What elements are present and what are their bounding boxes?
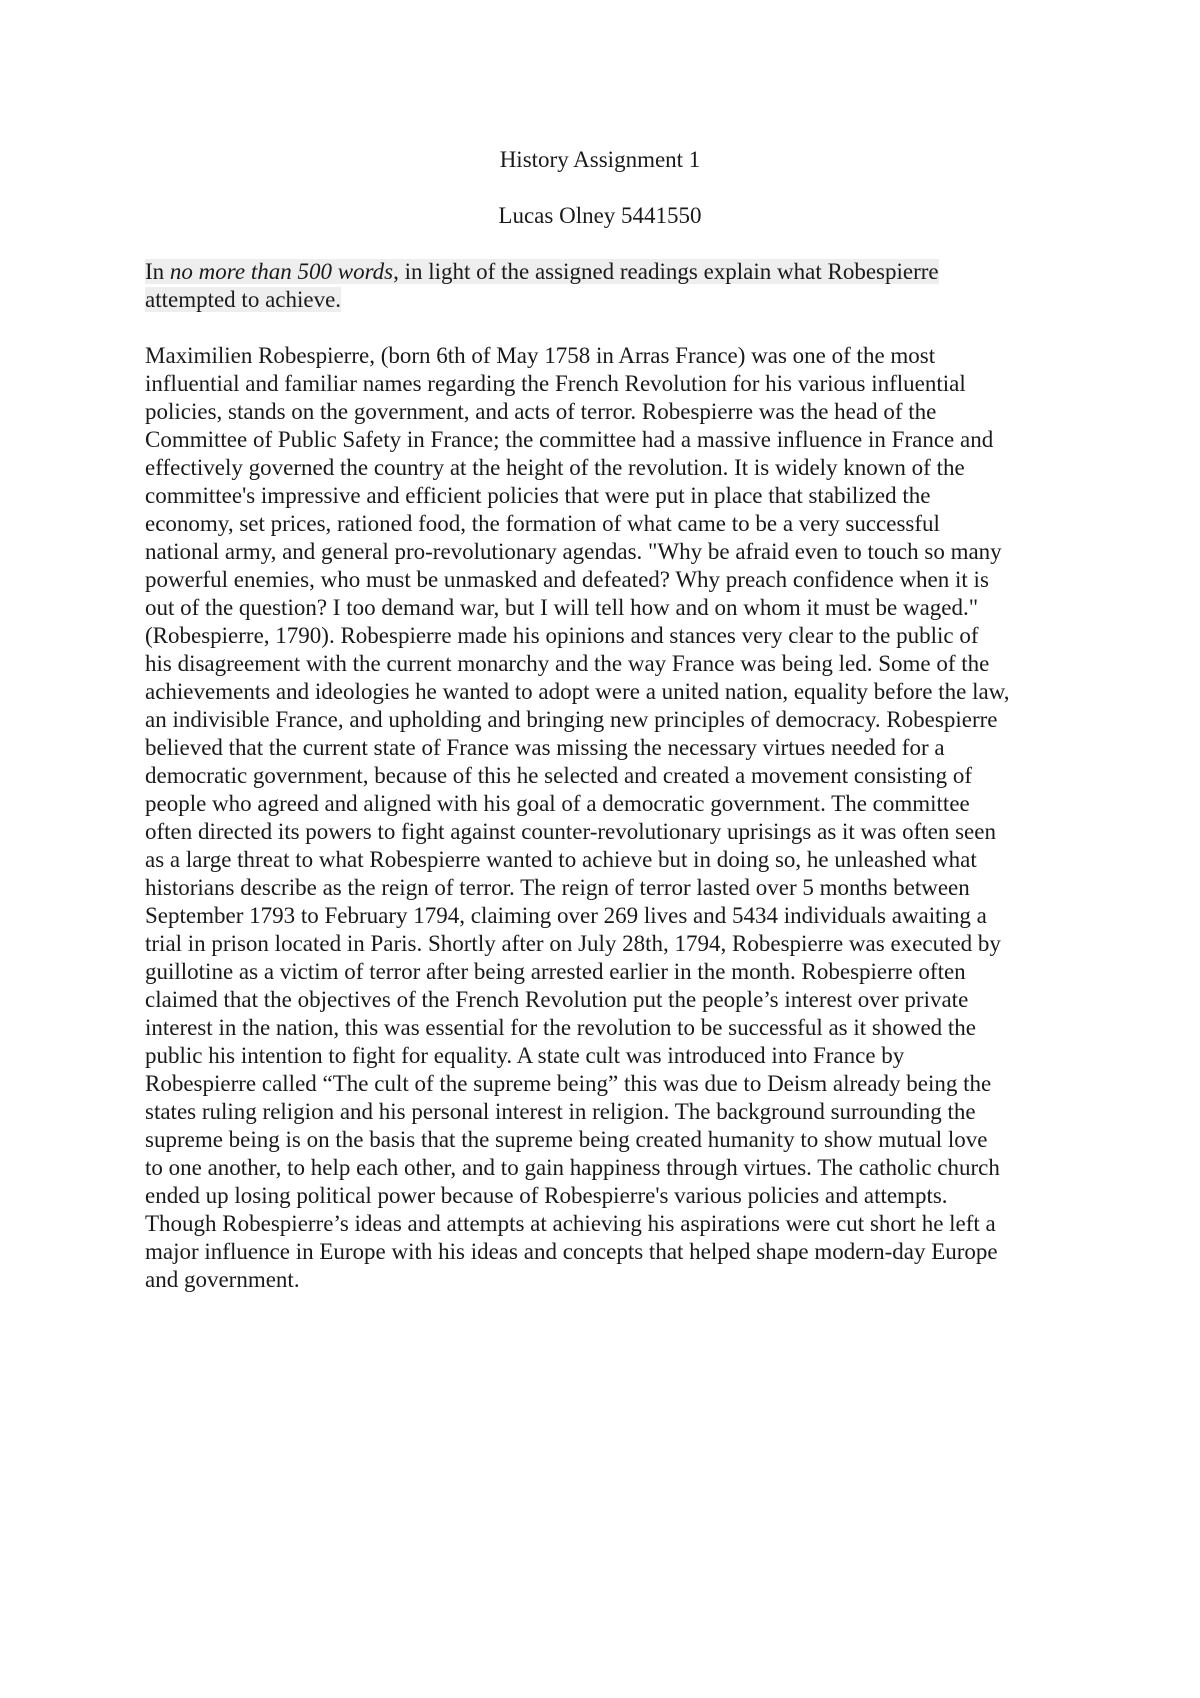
essay-line: trial in prison located in Paris. Shortly after on July 28th, 1794, Robespierre was executed by (145, 931, 1001, 956)
essay-line: historians describe as the reign of terror. The reign of terror lasted over 5 months between (145, 875, 970, 900)
essay-line: out of the question? I too demand war, but I will tell how and on whom it must be waged." (145, 595, 979, 620)
essay-line: ended up losing political power because of Robespierre's various policies and attempts. (145, 1183, 948, 1208)
essay-line: his disagreement with the current monarchy and the way France was being led. Some of the (145, 651, 990, 676)
essay-line: policies, stands on the government, and acts of terror. Robespierre was the head of the (145, 399, 937, 424)
essay-line: Maximilien Robespierre, (born 6th of May 1758 in Arras France) was one of the most (145, 343, 936, 368)
essay-line: effectively governed the country at the height of the revolution. It is widely known of the (145, 455, 965, 480)
prompt-line-1-rest: , in light of the assigned readings explain what Robespierre (393, 259, 939, 284)
prompt-line-2 (145, 286, 1065, 314)
essay-line: economy, set prices, rationed food, the formation of what came to be a very successful (145, 511, 940, 536)
essay-line: democratic government, because of this he selected and created a movement consisting of (145, 763, 973, 788)
prompt-emphasis: no more than 500 words (169, 259, 394, 284)
essay-line: guillotine as a victim of terror after being arrested earlier in the month. Robespierre often (145, 959, 966, 984)
essay-line: states ruling religion and his personal interest in religion. The background surrounding the (145, 1099, 976, 1124)
essay-line: major influence in Europe with his ideas and concepts that helped shape modern-day Europe (145, 1239, 998, 1264)
essay-line: Robespierre called “The cult of the supreme being” this was due to Deism already being the (145, 1071, 992, 1096)
essay-line: (Robespierre, 1790). Robespierre made his opinions and stances very clear to the public of (145, 623, 979, 648)
document-title: History Assignment 1 (499, 147, 701, 172)
essay-line: powerful enemies, who must be unmasked and defeated? Why preach confidence when it is (145, 567, 989, 592)
essay-line: achievements and ideologies he wanted to adopt were a united nation, equality before the law, (145, 679, 1010, 704)
essay-line: as a large threat to what Robespierre wanted to achieve but in doing so, he unleashed what (145, 847, 977, 872)
essay-line: claimed that the objectives of the French Revolution put the people’s interest over private (145, 987, 969, 1012)
essay-line: Though Robespierre’s ideas and attempts at achieving his aspirations were cut short he left a (145, 1211, 996, 1236)
essay-line: to one another, to help each other, and to gain happiness through virtues. The catholic church (145, 1155, 1000, 1180)
essay-line: often directed its powers to fight against counter-revolutionary uprisings as it was often seen (145, 819, 996, 844)
essay-line: influential and familiar names regarding the French Revolution for his various influential (145, 371, 966, 396)
prompt-line-2-text: attempted to achieve. (145, 287, 342, 312)
essay-line: Committee of Public Safety in France; the committee had a massive influence in France and (145, 427, 994, 452)
essay-line: public his intention to fight for equality. A state cult was introduced into France by (145, 1043, 905, 1068)
essay-line: committee's impressive and efficient policies that were put in place that stabilized the (145, 483, 931, 508)
prompt-prefix: In (145, 259, 170, 284)
essay-line: believed that the current state of France was missing the necessary virtues needed for a (145, 735, 945, 760)
essay-line: and government. (145, 1267, 300, 1292)
essay-line: September 1793 to February 1794, claiming over 269 lives and 5434 individuals awaiting a (145, 903, 987, 928)
author-line: Lucas Olney 5441550 (498, 203, 702, 228)
essay-line: supreme being is on the basis that the supreme being created humanity to show mutual love (145, 1127, 988, 1152)
essay-line: interest in the nation, this was essential for the revolution to be successful as it showed the (145, 1015, 977, 1040)
essay-line: people who agreed and aligned with his goal of a democratic government. The committee (145, 791, 970, 816)
essay-line: an indivisible France, and upholding and bringing new principles of democracy. Robespierre (145, 707, 998, 732)
prompt-line-1 (145, 258, 1065, 286)
assignment-prompt (145, 258, 1065, 314)
essay-body (145, 342, 1065, 1294)
essay-line: national army, and general pro-revolutionary agendas. "Why be afraid even to touch so many (145, 539, 1002, 564)
